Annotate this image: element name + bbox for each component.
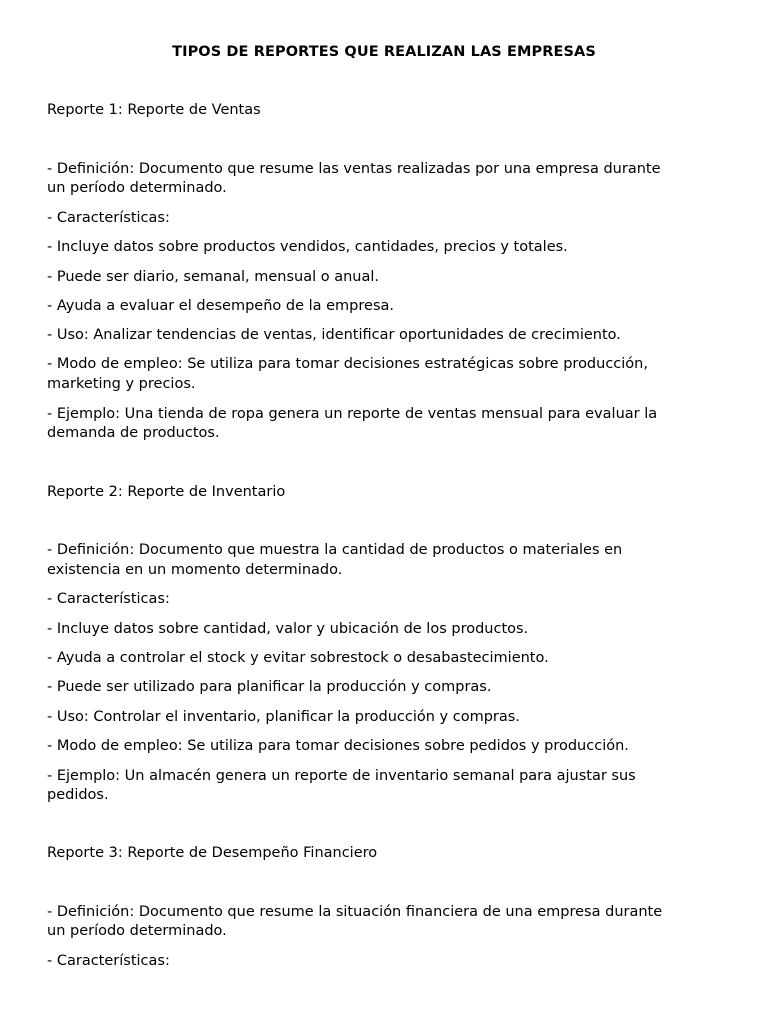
report-2-characteristic-3: - Puede ser utilizado para planificar la producción y compras. xyxy=(47,679,492,695)
report-2-characteristics-label: - Características: xyxy=(47,591,170,607)
report-2-example-line-2: pedidos. xyxy=(47,787,109,803)
report-1-definition-line-2: un período determinado. xyxy=(47,180,227,196)
report-3-definition-line-1: - Definición: Documento que resume la situación financiera de una empresa durante xyxy=(47,904,663,920)
report-1-heading: Reporte 1: Reporte de Ventas xyxy=(47,102,261,118)
report-1-characteristics-label: - Características: xyxy=(47,210,170,226)
report-3-characteristics-label: - Características: xyxy=(47,953,170,969)
report-1-use: - Uso: Analizar tendencias de ventas, identificar oportunidades de crecimiento. xyxy=(47,327,621,343)
report-2-use: - Uso: Controlar el inventario, planificar la producción y compras. xyxy=(47,709,520,725)
report-2-mode-line-1: - Modo de empleo: Se utiliza para tomar decisiones sobre pedidos y producción. xyxy=(47,738,629,754)
report-1-characteristic-1: - Incluye datos sobre productos vendidos, cantidades, precios y totales. xyxy=(47,239,568,255)
report-1-characteristic-3: - Ayuda a evaluar el desempeño de la empresa. xyxy=(47,298,395,314)
report-1-example-line-2: demanda de productos. xyxy=(47,425,220,441)
report-2-example-line-1: - Ejemplo: Un almacén genera un reporte de inventario semanal para ajustar sus xyxy=(47,768,636,784)
report-1-definition-line-1: - Definición: Documento que resume las ventas realizadas por una empresa durante xyxy=(47,161,661,177)
report-1-characteristic-2: - Puede ser diario, semanal, mensual o anual. xyxy=(47,269,379,285)
report-3-definition-line-2: un período determinado. xyxy=(47,923,227,939)
report-1-mode-line-2: marketing y precios. xyxy=(47,376,196,392)
report-2-heading: Reporte 2: Reporte de Inventario xyxy=(47,484,286,500)
document-title: TIPOS DE REPORTES QUE REALIZAN LAS EMPRESAS xyxy=(172,44,596,60)
report-3-heading: Reporte 3: Reporte de Desempeño Financiero xyxy=(47,845,378,861)
report-2-characteristic-1: - Incluye datos sobre cantidad, valor y ubicación de los productos. xyxy=(47,621,529,637)
report-2-characteristic-2: - Ayuda a controlar el stock y evitar sobrestock o desabastecimiento. xyxy=(47,650,549,666)
report-1-mode-line-1: - Modo de empleo: Se utiliza para tomar decisiones estratégicas sobre producción, xyxy=(47,356,648,372)
report-2-definition-line-1: - Definición: Documento que muestra la cantidad de productos o materiales en xyxy=(47,542,623,558)
report-2-definition-line-2: existencia en un momento determinado. xyxy=(47,562,343,578)
report-1-example-line-1: - Ejemplo: Una tienda de ropa genera un reporte de ventas mensual para evaluar la xyxy=(47,406,658,422)
